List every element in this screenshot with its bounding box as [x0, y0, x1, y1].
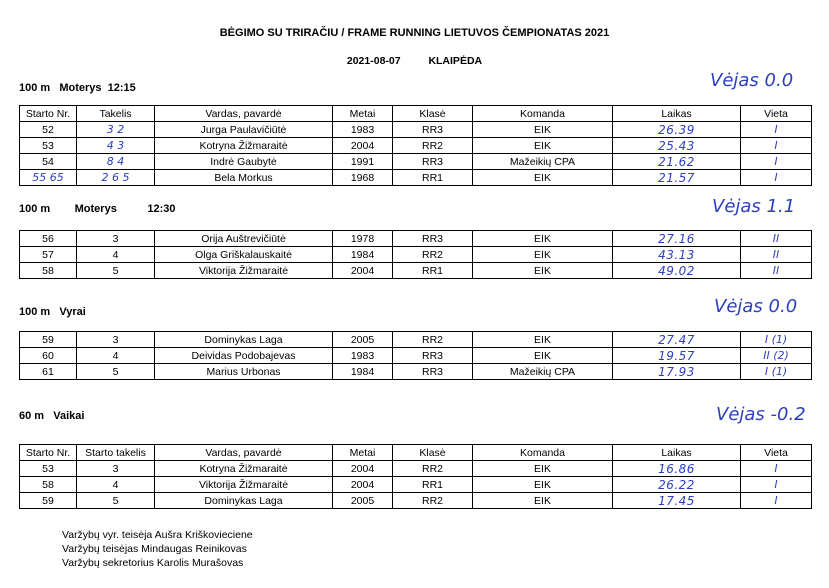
section-heading-kids: 60 m Vaikai [19, 410, 85, 422]
wind-note: Vėjas 0.0 [710, 70, 794, 91]
place-handwritten: I [741, 461, 812, 477]
team: EIK [473, 493, 613, 509]
table-row [20, 138, 812, 154]
birth-year: 2004 [333, 138, 393, 154]
official-judge: Varžybų teisėjas Mindaugas Reinikovas [62, 543, 247, 555]
wind-note: Vėjas 0.0 [714, 296, 798, 317]
time-handwritten: 49.02 [613, 263, 741, 279]
birth-year: 1984 [333, 247, 393, 263]
time-handwritten: 21.57 [613, 170, 741, 186]
team: EIK [473, 461, 613, 477]
wind-note: Vėjas 1.1 [712, 196, 796, 217]
class: RR3 [393, 364, 473, 380]
start-number: 59 [20, 493, 77, 509]
table-row [20, 154, 812, 170]
start-number: 53 [20, 461, 77, 477]
time-handwritten: 17.45 [613, 493, 741, 509]
start-number: 61 [20, 364, 77, 380]
col-header: Takelis [77, 106, 155, 122]
class: RR1 [393, 477, 473, 493]
time-handwritten: 16.86 [613, 461, 741, 477]
table-row [20, 364, 812, 380]
col-header: Metai [333, 106, 393, 122]
team: EIK [473, 122, 613, 138]
col-header: Laikas [613, 445, 741, 461]
results-table-women-1230 [19, 230, 812, 279]
start-number: 58 [20, 477, 77, 493]
athlete-name: Indrė Gaubytė [155, 154, 333, 170]
wind-note: Vėjas -0.2 [716, 404, 806, 425]
col-header: Komanda [473, 106, 613, 122]
athlete-name: Kotryna Žižmaraitė [155, 138, 333, 154]
start-number: 58 [20, 263, 77, 279]
start-number: 54 [20, 154, 77, 170]
table-header-row [20, 445, 812, 461]
place-handwritten: II (2) [741, 348, 812, 364]
birth-year: 2004 [333, 477, 393, 493]
team: EIK [473, 477, 613, 493]
class: RR3 [393, 231, 473, 247]
team: Mažeikių CPA [473, 154, 613, 170]
table-row [20, 477, 812, 493]
team: EIK [473, 247, 613, 263]
place-handwritten: I [741, 493, 812, 509]
birth-year: 1983 [333, 348, 393, 364]
time-handwritten: 19.57 [613, 348, 741, 364]
class: RR2 [393, 138, 473, 154]
col-header: Starto Nr. [20, 445, 77, 461]
birth-year: 2004 [333, 461, 393, 477]
col-header: Klasė [393, 445, 473, 461]
time-handwritten: 17.93 [613, 364, 741, 380]
table-header-row [20, 106, 812, 122]
col-header: Vardas, pavardė [155, 106, 333, 122]
start-number: 59 [20, 332, 77, 348]
class: RR2 [393, 461, 473, 477]
table-row [20, 247, 812, 263]
birth-year: 1983 [333, 122, 393, 138]
place-handwritten: I [741, 122, 812, 138]
results-table-kids [19, 444, 812, 509]
athlete-name: Olga Griškalauskaitė [155, 247, 333, 263]
team: EIK [473, 263, 613, 279]
lane: 4 [77, 247, 155, 263]
col-header: Starto takelis [77, 445, 155, 461]
col-header: Vieta [741, 445, 812, 461]
official-chief-judge: Varžybų vyr. teisėja Aušra Kriškovieciene [62, 529, 253, 541]
class: RR1 [393, 263, 473, 279]
lane: 4 [77, 348, 155, 364]
lane: 5 [77, 364, 155, 380]
class: RR3 [393, 122, 473, 138]
officials-list [62, 528, 253, 570]
athlete-name: Dominykas Laga [155, 493, 333, 509]
athlete-name: Dominykas Laga [155, 332, 333, 348]
time-handwritten: 43.13 [613, 247, 741, 263]
class: RR2 [393, 493, 473, 509]
start-number: 60 [20, 348, 77, 364]
athlete-name: Marius Urbonas [155, 364, 333, 380]
lane: 3 [77, 461, 155, 477]
start-number: 52 [20, 122, 77, 138]
team: EIK [473, 138, 613, 154]
athlete-name: Deividas Podobajevas [155, 348, 333, 364]
class: RR3 [393, 348, 473, 364]
time-handwritten: 27.16 [613, 231, 741, 247]
place-handwritten: I [741, 170, 812, 186]
class: RR2 [393, 332, 473, 348]
place-handwritten: I (1) [741, 332, 812, 348]
class: RR2 [393, 247, 473, 263]
place-handwritten: II [741, 247, 812, 263]
birth-year: 2005 [333, 493, 393, 509]
place-handwritten: I [741, 138, 812, 154]
lane-handwritten: 8 4 [77, 154, 155, 170]
place-handwritten: I (1) [741, 364, 812, 380]
col-header: Komanda [473, 445, 613, 461]
team: Mažeikių CPA [473, 364, 613, 380]
event-city: KLAIPĖDA [428, 55, 483, 67]
col-header: Starto Nr. [20, 106, 77, 122]
time-handwritten: 26.22 [613, 477, 741, 493]
place-handwritten: II [741, 263, 812, 279]
athlete-name: Viktorija Žižmaraitė [155, 263, 333, 279]
table-row [20, 493, 812, 509]
class: RR1 [393, 170, 473, 186]
official-secretary: Varžybų sekretorius Karolis Murašovas [62, 557, 244, 569]
athlete-name: Viktorija Žižmaraitė [155, 477, 333, 493]
table-row [20, 231, 812, 247]
birth-year: 2005 [333, 332, 393, 348]
birth-year: 1991 [333, 154, 393, 170]
class: RR3 [393, 154, 473, 170]
start-number: 56 [20, 231, 77, 247]
col-header: Vieta [741, 106, 812, 122]
athlete-name: Jurga Paulavičiūtė [155, 122, 333, 138]
section-heading-women-1215: 100 m Moterys 12:15 [19, 82, 136, 94]
lane: 3 [77, 231, 155, 247]
results-table-women-1215 [19, 105, 812, 186]
lane-handwritten: 4 3 [77, 138, 155, 154]
lane-handwritten: 3 2 [77, 122, 155, 138]
start-number: 57 [20, 247, 77, 263]
lane: 5 [77, 493, 155, 509]
start-number: 55 65 [20, 170, 77, 186]
table-row [20, 348, 812, 364]
team: EIK [473, 348, 613, 364]
col-header: Klasė [393, 106, 473, 122]
date-city-line [0, 55, 829, 67]
place-handwritten: I [741, 154, 812, 170]
section-heading-women-1230: 100 m Moterys 12:30 [19, 203, 176, 215]
birth-year: 2004 [333, 263, 393, 279]
birth-year: 1968 [333, 170, 393, 186]
results-table-men [19, 331, 812, 380]
event-date: 2021-08-07 [346, 55, 401, 67]
col-header: Vardas, pavardė [155, 445, 333, 461]
team: EIK [473, 231, 613, 247]
time-handwritten: 27.47 [613, 332, 741, 348]
birth-year: 1984 [333, 364, 393, 380]
lane-handwritten: 2 6 5 [77, 170, 155, 186]
table-row [20, 332, 812, 348]
table-row [20, 170, 812, 186]
athlete-name: Kotryna Žižmaraitė [155, 461, 333, 477]
time-handwritten: 25.43 [613, 138, 741, 154]
lane: 3 [77, 332, 155, 348]
athlete-name: Bela Morkus [155, 170, 333, 186]
document-title: BĖGIMO SU TRIRAČIU / FRAME RUNNING LIETUVOS ČEMPIONATAS 2021 [219, 27, 610, 39]
place-handwritten: II [741, 231, 812, 247]
col-header: Laikas [613, 106, 741, 122]
section-heading-men: 100 m Vyrai [19, 306, 86, 318]
lane: 4 [77, 477, 155, 493]
table-row [20, 461, 812, 477]
table-row [20, 122, 812, 138]
team: EIK [473, 170, 613, 186]
time-handwritten: 26.39 [613, 122, 741, 138]
col-header: Metai [333, 445, 393, 461]
time-handwritten: 21.62 [613, 154, 741, 170]
birth-year: 1978 [333, 231, 393, 247]
start-number: 53 [20, 138, 77, 154]
place-handwritten: I [741, 477, 812, 493]
lane: 5 [77, 263, 155, 279]
athlete-name: Orija Auštrevičiūtė [155, 231, 333, 247]
team: EIK [473, 332, 613, 348]
table-row [20, 263, 812, 279]
